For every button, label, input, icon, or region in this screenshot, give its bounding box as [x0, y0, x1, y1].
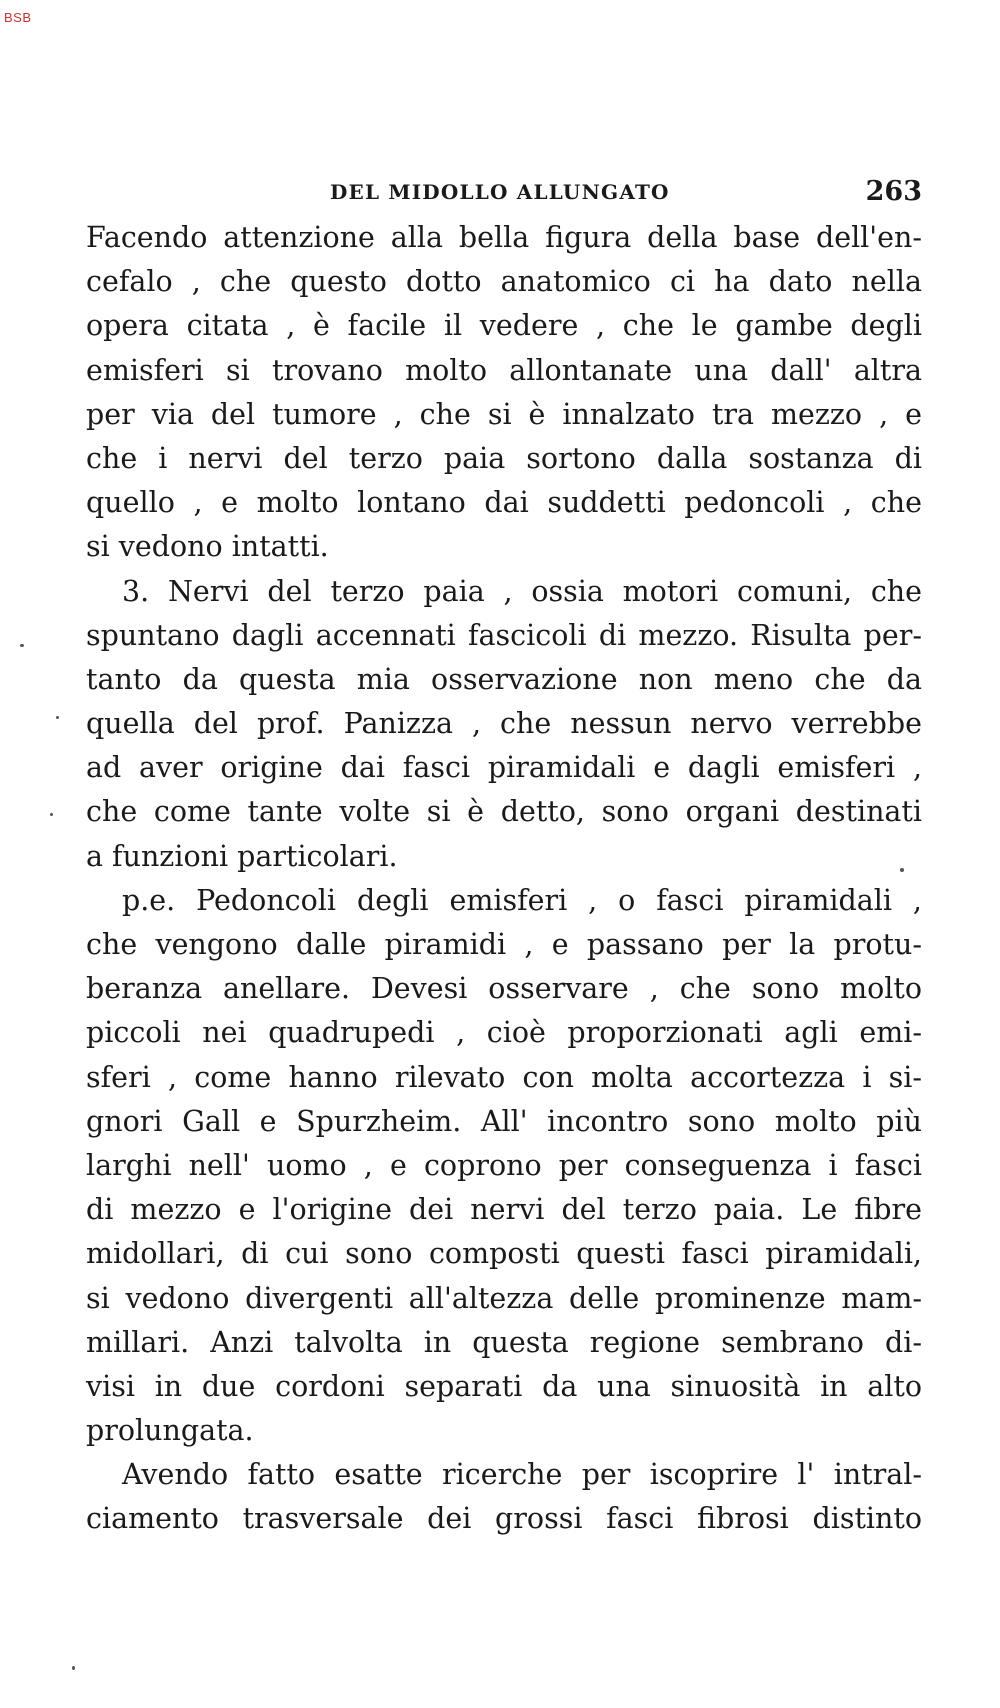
body-text: [86, 216, 922, 1542]
text-line: millari. Anzi talvolta in questa regione sembrano di-: [86, 1325, 922, 1359]
text-line: 3. Nervi del terzo paia , ossia motori comuni, che: [122, 574, 922, 608]
text-line: sferi , come hanno rilevato con molta accortezza i si-: [86, 1060, 922, 1094]
text-line: visi in due cordoni separati da una sinuosità in alto: [86, 1369, 922, 1403]
text-line: Avendo fatto esatte ricerche per iscoprire l' intral-: [122, 1458, 922, 1492]
text-line: beranza anellare. Devesi osservare , che sono molto: [86, 972, 922, 1006]
text-line: p.e. Pedoncoli degli emisferi , o fasci piramidali ,: [122, 883, 922, 917]
text-line: prolungata.: [86, 1414, 254, 1448]
text-line: per via del tumore , che si è innalzato tra mezzo , e: [86, 397, 922, 431]
text-line: midollari, di cui sono composti questi fasci piramidali,: [86, 1237, 922, 1271]
library-watermark: BSB: [4, 10, 32, 25]
text-line: si vedono divergenti all'altezza delle prominenze mam-: [86, 1281, 922, 1315]
text-line: quella del prof. Panizza , che nessun nervo verrebbe: [86, 707, 922, 741]
text-line: ad aver origine dai fasci piramidali e dagli emisferi ,: [86, 751, 922, 785]
text-line: spuntano dagli accennati fascicoli di mezzo. Risulta per-: [86, 618, 922, 652]
text-line: piccoli nei quadrupedi , cioè proporzionati agli emi-: [86, 1016, 922, 1050]
running-title: DEL MIDOLLO ALLUNGATO: [330, 180, 670, 204]
text-line: a funzioni particolari.: [86, 839, 398, 873]
paper-speck: [50, 813, 53, 816]
text-line: ciamento trasversale dei grossi fasci fibrosi distinto: [86, 1502, 922, 1536]
paper-speck: [56, 716, 59, 719]
text-line: che i nervi del terzo paia sortono dalla sostanza di: [86, 441, 922, 475]
text-line: larghi nell' uomo , e coprono per conseguenza i fasci: [86, 1148, 922, 1182]
text-line: cefalo , che questo dotto anatomico ci ha dato nella: [86, 265, 922, 299]
page-number: 263: [865, 176, 922, 207]
text-line: gnori Gall e Spurzheim. All' incontro sono molto più: [86, 1104, 922, 1138]
text-line: opera citata , è facile il vedere , che le gambe degli: [86, 309, 922, 343]
text-line: Facendo attenzione alla bella figura della base dell'en-: [86, 221, 922, 254]
text-line: emisferi si trovano molto allontanate una dall' altra: [86, 353, 922, 387]
paper-speck: [900, 868, 904, 872]
text-line: tanto da questa mia osservazione non meno che da: [86, 662, 922, 696]
text-line: si vedono intatti.: [86, 530, 329, 564]
paper-speck: [20, 644, 24, 647]
text-line: che come tante volte si è detto, sono organi destinati: [86, 795, 922, 829]
book-page: [86, 176, 922, 1542]
text-line: di mezzo e l'origine dei nervi del terzo paia. Le fibre: [86, 1193, 922, 1227]
text-line: quello , e molto lontano dai suddetti pedoncoli , che: [86, 486, 922, 520]
paper-speck: [72, 1666, 75, 1670]
text-line: che vengono dalle piramidi , e passano per la protu-: [86, 928, 922, 961]
running-head: [86, 176, 922, 216]
